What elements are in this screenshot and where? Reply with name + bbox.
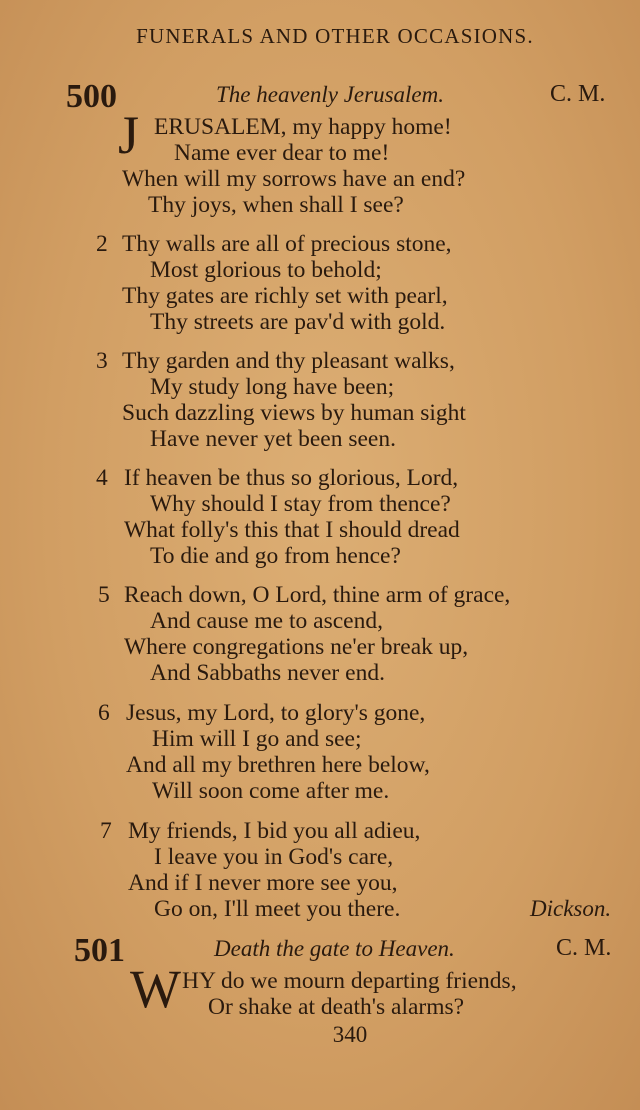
verse-7-line-4: Go on, I'll meet you there. [154, 896, 401, 922]
verse-number: 6 [98, 700, 110, 726]
verse-4-line-2: Why should I stay from thence? [150, 491, 451, 517]
verse-2-line-3: Thy gates are richly set with pearl, [122, 283, 448, 309]
verse-number: 5 [98, 582, 110, 608]
verse-1-line-2: Or shake at death's alarms? [208, 994, 465, 1020]
verse-1-line-1: ERUSALEM, my happy home! [154, 114, 452, 140]
running-head: FUNERALS AND OTHER OCCASIONS. [136, 24, 534, 48]
verse-5-line-3: Where congregations ne'er break up, [124, 634, 469, 660]
verse-7-line-2: I leave you in God's care, [154, 844, 394, 870]
verse-7-line-3: And if I never more see you, [128, 870, 398, 896]
verse-number: 7 [100, 818, 112, 844]
verse-4-line-3: What folly's this that I should dread [124, 517, 460, 543]
hymn-500-header [0, 78, 640, 118]
verse-5-line-4: And Sabbaths never end. [150, 660, 385, 686]
verse-6-line-3: And all my brethren here below, [126, 752, 430, 778]
verse-2-line-4: Thy streets are pav'd with gold. [150, 309, 446, 335]
hymn-title: Death the gate to Heaven. [214, 936, 455, 961]
verse-2-line-1: Thy walls are all of precious stone, [122, 231, 452, 257]
verse-number: 2 [96, 231, 108, 257]
verse-6-line-1: Jesus, my Lord, to glory's gone, [126, 700, 426, 726]
verse-1-line-3: When will my sorrows have an end? [122, 166, 466, 192]
verse-7-line-1: My friends, I bid you all adieu, [128, 818, 421, 844]
hymn-meter: C. M. [550, 81, 606, 107]
verse-1-line-1: HY do we mourn departing friends, [182, 968, 517, 994]
verse-number: 4 [96, 465, 108, 491]
hymn-meter: C. M. [556, 935, 612, 961]
hymn-501-header [0, 932, 640, 972]
verse-6-line-4: Will soon come after me. [152, 778, 390, 804]
verse-6-line-2: Him will I go and see; [152, 726, 362, 752]
verse-3-line-1: Thy garden and thy pleasant walks, [122, 348, 455, 374]
verse-5-line-2: And cause me to ascend, [150, 608, 383, 634]
verse-1-line-2: Name ever dear to me! [174, 140, 390, 166]
verse-number: 3 [96, 348, 108, 374]
page-number: 340 [332, 1022, 368, 1047]
drop-cap: J [118, 105, 140, 165]
verse-3-line-2: My study long have been; [150, 374, 395, 400]
verse-2-line-2: Most glorious to behold; [150, 257, 382, 283]
verse-5-line-1: Reach down, O Lord, thine arm of grace, [124, 582, 511, 608]
verse-1-line-4: Thy joys, when shall I see? [148, 192, 404, 218]
verse-3-line-3: Such dazzling views by human sight [122, 400, 466, 426]
drop-cap: W [130, 959, 181, 1019]
hymn-number: 500 [66, 78, 117, 115]
hymn-author: Dickson. [530, 896, 612, 921]
verse-3-line-4: Have never yet been seen. [150, 426, 396, 452]
verse-4-line-4: To die and go from hence? [150, 543, 401, 569]
hymn-title: The heavenly Jerusalem. [216, 82, 445, 107]
verse-4-line-1: If heaven be thus so glorious, Lord, [124, 465, 459, 491]
hymn-number: 501 [74, 932, 125, 969]
